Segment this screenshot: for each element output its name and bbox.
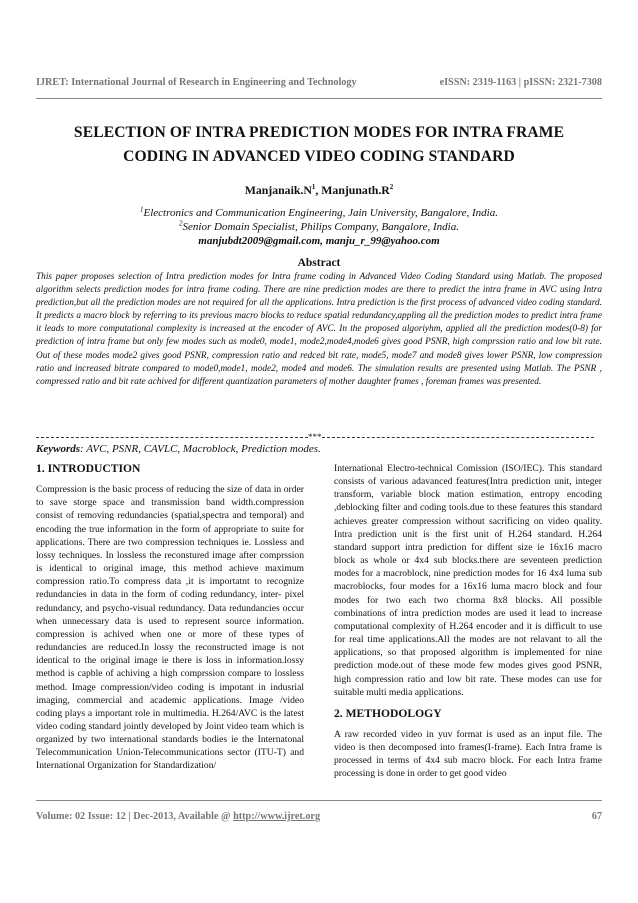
page-footer [36, 811, 602, 822]
title-line-2: CODING IN ADVANCED VIDEO CODING STANDARD [123, 148, 515, 165]
footer-divider [36, 800, 602, 801]
methodology-heading: 2. METHODOLOGY [334, 706, 442, 720]
author-2-sup: 2 [389, 183, 394, 192]
journal-link[interactable]: http://www.ijret.org [233, 811, 321, 822]
header-divider [36, 98, 602, 99]
introduction-continued: International Electro-technical Comission (ISO/IEC). This standard consists of various adavanced features(Intra prediction unit, integer transform, variable block mation estimation, entropy encoding ,deblocking filter and coding tools.due to these features this standard achieves greater compression without sacrificing on video quality. Intra prediction unit is the first unit of H.264 standard. H.264 standard support intra prediction for diffent size ie 16x16 macro block as whole or 4x4 sub blocks.there are seventeen prediction modes for a macroblock, nine prediction modes for 16 4x4 luma sub macroblocks, four modes for a 16x16 luma macro block and four modes for two each two chorma 8x8 blocks. All possible combinations of intra prediction modes are used it lead to increase computational complexity of H.264 encoder and it is difficult to use for real time applications.All the modes are not relavant to all the applications, so that proposed algorithm is implemented for nine prediction mode.out of these mode few modes gives good PSNR, high compression ratio and low bit rate. These modes can use for suitable multi media applications. [334, 463, 602, 698]
page-number: 67 [591, 811, 602, 822]
methodology-text: A raw recorded video in yuv format is used as an input file. The video is then decomposed into frames(I-frame). Each Intra frame is processed in terms of 4x4 sub macro block. For each Intra frame processing is done in order to get good video [334, 728, 602, 780]
author-1-sup: 1 [311, 183, 316, 192]
introduction-heading: 1. INTRODUCTION [36, 462, 141, 475]
right-column [334, 462, 602, 781]
authors [36, 183, 602, 198]
journal-name: IJRET: International Journal of Research in Engineering and Technology [36, 77, 357, 88]
issn-info: eISSN: 2319-1163 | pISSN: 2321-7308 [439, 77, 602, 88]
introduction-text: Compression is the basic process of reducing the size of data in order to save storge space and transmission band width.compression consist of removing redundancies (spatial,spectra and temporal) and encoding the true information in the form of appropriate to suite for applications. There are two compression techniques ie. Lossless and lossy techniques. In lossless the reconstured image after comprssion is identical to original image, this method achieve maximum compression ratio.To compress data ,it is importatnt to recognize redundancies in data in the form of coding redundancy, inter- pixel redundancy, and psycho-visual redundancy. Data redundancies occur when unnecessary data is used to represent source information. compression is achived when one or more of these types of redundancies are reduced.In lossy the reconstructed image is not identical to the original image ie there is loss in information.lossy method is capble of achiving a high comprssion compare to lossless method. Image compression/video coding is impotant in indusrial imaging, commercial and academic applications. Image /video coding plays a important role in multimedia. H.264/AVC is the latest video coding standard jointly developed by Joint video team which is organized by two international standards bodies ie the Internatonal Telecommunication Union-Telecommunications sector (ITU-T) and International Organization for Standardization/ [36, 484, 304, 772]
left-column [36, 462, 304, 773]
affiliation-2: $^2$Senior Domain Specialist, Philips Company, Bangalore, India. [179, 219, 459, 233]
separator-stars: *** [308, 432, 322, 442]
author-2: Manjunath.R [321, 183, 390, 197]
affiliation-1: $^1$Electronics and Communication Engineering, Jain University, Bangalore, India. [140, 205, 498, 219]
section-separator [36, 432, 602, 442]
keywords [36, 443, 602, 455]
keywords-label: Keywords [36, 443, 80, 455]
footer-volume: Volume: 02 Issue: 12 | Dec-2013, Available @ http://www.ijret.org [36, 811, 321, 822]
keywords-text: : AVC, PSNR, CAVLC, Macroblock, Prediction modes. [80, 443, 321, 455]
affiliations [36, 206, 602, 248]
author-emails: manjubdt2009@gmail.com, manju_r_99@yahoo.com [198, 235, 440, 247]
abstract-heading: Abstract [297, 257, 341, 269]
abstract-text: This paper proposes selection of Intra prediction modes for Intra frame coding in Advanced Video Coding Standard using Matlab. The proposed algorithm selects prediction modes for intra frame coding. There are nine prediction modes are there to predict the intra frame in AVC using Intra prediction,but all the prediction modes are not required for all the applications. Intra prediction is the first process of advanced video coding standard. It predicts a macro block by referring to its previous macro blocks to reduce spatial redundancy,appling all the prediction modes to predict intra frame it leads to more computational complexity is increased at the encoder of AVC. In the proposed algoriyhm, applied all the prediction modes(0-8) for prediction of intra frame but only few modes such as mode0, mode1, mode2,mode4,mode6 gives good PSNR, high comprssion ratio and low bit rate. Out of these modes mode2 gives good PSNR, compression ratio and redced bit rate, mode5, mode7 and mode8 gives lower PSNR, low compression ratio and increased bitrate compared to mode0,mode1, mode2, mode4 and mode6. The simulation results are presented using Matlab. The PSNR , compressed ratio and bit rate achived for different quantization parameters of mother daughter frames , foreman frames was presented. [36, 272, 602, 387]
author-separator: , [315, 183, 322, 197]
paper-title [36, 121, 602, 169]
title-line-1: SELECTION OF INTRA PREDICTION MODES FOR INTRA FRAME [73, 124, 565, 141]
page-header [36, 77, 602, 88]
author-1: Manjanaik.N [244, 183, 312, 197]
